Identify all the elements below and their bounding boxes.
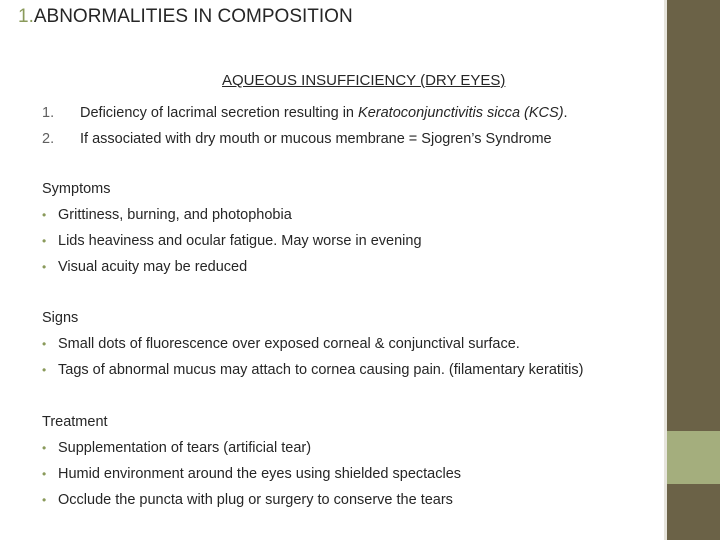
bullet-text: Occlude the puncta with plug or surgery to conserve the tears (58, 492, 453, 508)
subheading: AQUEOUS INSUFFICIENCY (DRY EYES) (222, 72, 506, 89)
list-item (42, 254, 422, 280)
list-item (42, 487, 461, 513)
bullet-icon: • (42, 441, 47, 455)
numbered-item (42, 126, 568, 152)
sidebar-dark-block (667, 0, 720, 431)
numbered-item (42, 100, 568, 126)
item-text-suffix: . (563, 105, 568, 121)
bullet-text: Lids heaviness and ocular fatigue. May worse in evening (58, 233, 422, 249)
symptoms-section (42, 176, 422, 280)
bullet-text: Supplementation of tears (artificial tear) (58, 440, 312, 456)
bullet-icon: • (42, 467, 47, 481)
symptoms-heading: Symptoms (42, 181, 111, 197)
item-number: 1. (42, 105, 55, 121)
signs-heading: Signs (42, 310, 79, 326)
list-item (42, 357, 583, 383)
list-item (42, 461, 461, 487)
list-item (42, 202, 422, 228)
bullet-icon: • (42, 234, 47, 248)
bullet-icon: • (42, 208, 47, 222)
signs-section (42, 305, 583, 383)
bullet-text: Tags of abnormal mucus may attach to cornea causing pain. (filamentary keratitis) (58, 362, 584, 378)
bullet-text: Small dots of fluorescence over exposed corneal & conjunctival surface. (58, 336, 520, 352)
bullet-icon: • (42, 493, 47, 507)
bullet-text: Visual acuity may be reduced (58, 259, 248, 275)
item-text: If associated with dry mouth or mucous membrane = Sjogren’s Syndrome (80, 131, 552, 147)
sidebar-light-block (667, 431, 720, 484)
bullet-text: Grittiness, burning, and photophobia (58, 207, 292, 223)
bullet-icon: • (42, 363, 47, 377)
item-italic-text: Keratoconjunctivitis sicca (KCS) (358, 105, 564, 121)
bullet-icon: • (42, 260, 47, 274)
list-item (42, 228, 422, 254)
treatment-section (42, 409, 461, 513)
title-text: ABNORMALITIES IN COMPOSITION (33, 6, 353, 27)
item-text: Deficiency of lacrimal secretion resulting in (80, 105, 359, 121)
treatment-heading: Treatment (42, 414, 108, 430)
slide-title (18, 6, 353, 28)
bullet-text: Humid environment around the eyes using shielded spectacles (58, 466, 462, 482)
list-item (42, 435, 461, 461)
numbered-list (42, 100, 568, 152)
list-item (42, 331, 583, 357)
item-number: 2. (42, 131, 55, 147)
title-number: 1. (18, 6, 34, 27)
bullet-icon: • (42, 337, 47, 351)
sidebar-dark-block-bottom (667, 484, 720, 540)
